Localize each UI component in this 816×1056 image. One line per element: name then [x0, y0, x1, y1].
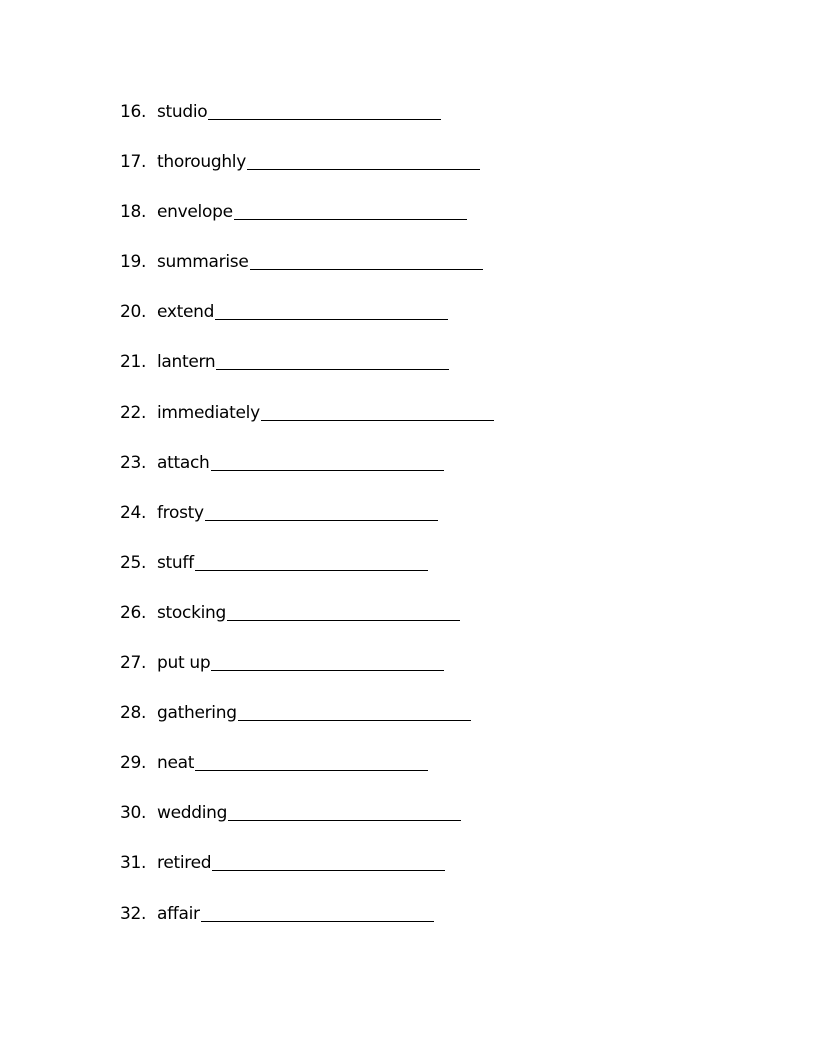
list-item: [120, 551, 720, 601]
answer-blank: [250, 250, 483, 270]
item-word: thoroughly: [157, 152, 246, 173]
answer-blank: [261, 401, 494, 421]
list-item: [120, 150, 720, 200]
answer-blank: [212, 851, 445, 871]
item-number: 29.: [120, 753, 147, 774]
item-number: 23.: [120, 452, 147, 473]
list-item: [120, 851, 720, 901]
item-number: 32.: [120, 903, 147, 924]
answer-blank: [211, 651, 444, 671]
answer-blank: [247, 150, 480, 170]
item-word: stocking: [157, 602, 227, 623]
list-item: [120, 501, 720, 551]
item-number: 28.: [120, 703, 147, 724]
list-item: [120, 701, 720, 751]
list-item: [120, 751, 720, 801]
answer-blank: [195, 551, 428, 571]
list-item: [120, 601, 720, 651]
list-item: [120, 801, 720, 851]
item-word: retired: [157, 853, 212, 874]
answer-blank: [201, 902, 434, 922]
vocabulary-list: [120, 100, 720, 952]
item-number: 17.: [120, 152, 147, 173]
item-word: lantern: [157, 352, 216, 373]
answer-blank: [211, 451, 444, 471]
answer-blank: [238, 701, 471, 721]
answer-blank: [195, 751, 428, 771]
item-number: 22.: [120, 402, 147, 423]
item-word: immediately: [157, 402, 260, 423]
list-item: [120, 100, 720, 150]
item-word: studio: [157, 102, 208, 122]
list-item: [120, 902, 720, 952]
answer-blank: [234, 200, 467, 220]
item-number: 31.: [120, 853, 147, 874]
item-number: 25.: [120, 552, 147, 573]
item-number: 24.: [120, 502, 147, 523]
item-number: 18.: [120, 202, 147, 223]
list-item: [120, 651, 720, 701]
item-number: 30.: [120, 803, 147, 824]
item-word: stuff: [157, 552, 194, 573]
list-item: [120, 200, 720, 250]
list-item: [120, 300, 720, 350]
list-item: [120, 350, 720, 400]
list-item: [120, 401, 720, 451]
answer-blank: [216, 350, 449, 370]
item-word: affair: [157, 903, 200, 924]
answer-blank: [215, 300, 448, 320]
item-number: 21.: [120, 352, 147, 373]
item-number: 19.: [120, 252, 147, 273]
answer-blank: [208, 100, 441, 120]
item-number: 26.: [120, 602, 147, 623]
answer-blank: [228, 801, 461, 821]
answer-blank: [205, 501, 438, 521]
item-number: 27.: [120, 653, 147, 674]
item-word: extend: [157, 302, 215, 323]
list-item: [120, 451, 720, 501]
item-number: 16.: [120, 102, 147, 122]
item-word: neat: [157, 753, 195, 774]
list-item: [120, 250, 720, 300]
item-word: put up: [157, 653, 211, 674]
item-word: wedding: [157, 803, 228, 824]
item-number: 20.: [120, 302, 147, 323]
item-word: envelope: [157, 202, 233, 223]
item-word: gathering: [157, 703, 237, 724]
answer-blank: [227, 601, 460, 621]
item-word: summarise: [157, 252, 249, 273]
item-word: frosty: [157, 502, 204, 523]
item-word: attach: [157, 452, 210, 473]
